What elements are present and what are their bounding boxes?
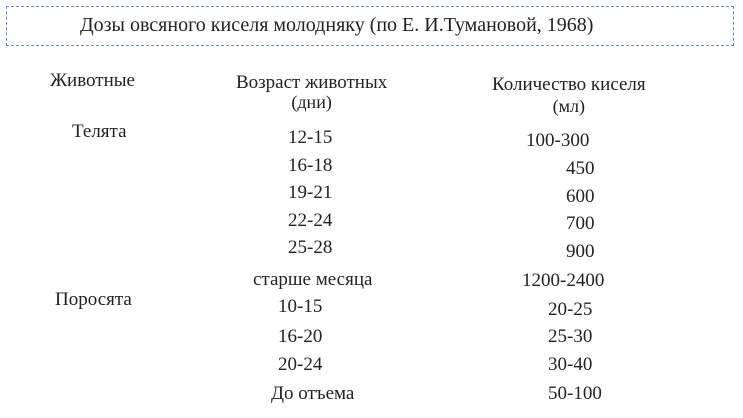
amount-cell: 1200-2400 bbox=[522, 270, 605, 291]
title-box bbox=[6, 6, 734, 46]
header-animals: Животные bbox=[50, 70, 135, 91]
group-piglets: Поросята bbox=[55, 289, 132, 310]
age-cell: 10-15 bbox=[278, 296, 323, 317]
header-age-line2: (дни) bbox=[291, 92, 332, 112]
amount-cell: 30-40 bbox=[548, 354, 593, 375]
amount-cell: 50-100 bbox=[548, 383, 602, 404]
amount-cell: 900 bbox=[566, 241, 595, 262]
amount-cell: 20-25 bbox=[548, 299, 593, 320]
age-cell: 12-15 bbox=[288, 127, 333, 148]
age-cell: До отъема bbox=[271, 383, 355, 404]
age-cell: старше месяца bbox=[253, 269, 373, 290]
header-amount-line2: (мл) bbox=[552, 96, 585, 116]
age-cell: 16-18 bbox=[288, 155, 333, 176]
age-cell: 22-24 bbox=[288, 210, 333, 231]
amount-cell: 25-30 bbox=[548, 326, 593, 347]
amount-cell: 700 bbox=[566, 213, 595, 234]
header-amount bbox=[492, 74, 646, 117]
amount-cell: 100-300 bbox=[526, 130, 590, 151]
age-cell: 25-28 bbox=[288, 237, 333, 258]
amount-cell: 600 bbox=[566, 186, 595, 207]
header-age bbox=[236, 72, 387, 113]
age-cell: 16-20 bbox=[278, 326, 323, 347]
amount-cell: 450 bbox=[566, 158, 595, 179]
header-amount-line1: Количество киселя bbox=[492, 74, 646, 95]
age-cell: 20-24 bbox=[278, 354, 323, 375]
group-calves: Телята bbox=[72, 121, 127, 142]
header-age-line1: Возраст животных bbox=[236, 72, 388, 93]
table-title: Дозы овсяного киселя молодняку (по Е. И.Тумановой, 1968) bbox=[80, 14, 594, 36]
age-cell: 19-21 bbox=[288, 182, 333, 203]
